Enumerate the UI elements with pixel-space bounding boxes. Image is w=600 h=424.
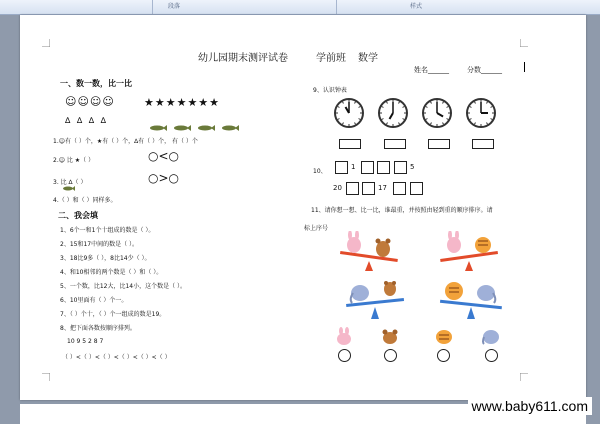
question-1: 1.☺有（ ）个，★有（ ）个，∆有（ ）个， 有（ ）个 xyxy=(53,138,198,145)
clock-icon xyxy=(377,97,409,129)
compare-less: ○<○ xyxy=(148,149,179,163)
seesaw-tiger-elephant xyxy=(438,273,506,325)
number-box[interactable] xyxy=(361,161,374,174)
number-value: 20 xyxy=(333,184,342,192)
clock-icon xyxy=(421,97,453,129)
bear-icon xyxy=(380,327,400,349)
fill-item: 2、15和17中间的数是（ ）。 xyxy=(60,241,138,248)
number-box[interactable] xyxy=(410,182,423,195)
seesaw-rabbit-bear xyxy=(338,231,402,277)
number-box[interactable] xyxy=(393,182,406,195)
fish-row-icon xyxy=(148,124,244,132)
fill-item: 1、6个一和1个十组成的数是（ ）。 xyxy=(60,227,155,234)
star-icons: ★★★★★★★ xyxy=(144,96,221,109)
rabbit-icon xyxy=(447,231,461,253)
clock-answer-box[interactable] xyxy=(339,139,361,149)
score-field[interactable]: 分数______ xyxy=(467,66,502,74)
number-box[interactable] xyxy=(335,161,348,174)
section1-heading: 一、数一数，比一比 xyxy=(60,79,132,88)
seesaw-elephant-bear xyxy=(344,279,408,325)
tiger-icon xyxy=(445,282,463,300)
tiger-icon xyxy=(475,237,491,253)
bear-icon xyxy=(376,239,391,258)
q10-label: 10、 xyxy=(313,168,327,175)
clock-answer-box[interactable] xyxy=(384,139,406,149)
clock-icon xyxy=(333,97,365,129)
name-field[interactable]: 姓名______ xyxy=(414,66,449,74)
elephant-icon xyxy=(477,285,495,303)
fill-item: 5、一个数，比12大，比14小，这个数是（ ）。 xyxy=(60,283,186,290)
answer-circle[interactable] xyxy=(384,349,397,362)
seesaw-rabbit-tiger xyxy=(438,231,502,277)
clock-answer-box[interactable] xyxy=(428,139,450,149)
text-cursor xyxy=(524,62,525,72)
number-value: 5 xyxy=(410,163,415,171)
crop-mark-icon xyxy=(42,39,50,47)
number-value: 17 xyxy=(378,184,387,192)
crop-mark-icon xyxy=(520,39,528,47)
class-name: 学前班 xyxy=(316,53,346,64)
number-list: 10 9 5 2 8 7 xyxy=(67,338,104,345)
fill-item: 3、18比9多（ ），8比14少（ ）。 xyxy=(60,255,151,262)
clock-icon xyxy=(465,97,497,129)
number-box[interactable] xyxy=(362,182,375,195)
fish-icons xyxy=(148,117,244,136)
answer-circle[interactable] xyxy=(338,349,351,362)
crop-mark-icon xyxy=(42,373,50,381)
ribbon-tab-styles[interactable]: 样式 xyxy=(410,3,423,10)
number-box[interactable] xyxy=(394,161,407,174)
question-3: 3. 比 ∆（ ） xyxy=(53,179,87,186)
section2-heading: 二、我会填 xyxy=(58,211,98,220)
number-box[interactable] xyxy=(346,182,359,195)
q11-text-2: 标上序号 xyxy=(304,225,329,232)
triangle-icons: ∆ ∆ ∆ ∆ xyxy=(65,116,109,125)
subject: 数学 xyxy=(358,53,378,64)
question-2: 2.☺ 比 ★（ ） xyxy=(53,157,95,164)
answer-circle[interactable] xyxy=(485,349,498,362)
fill-item: 8、把下面各数按顺序排列。 xyxy=(60,325,136,332)
number-box[interactable] xyxy=(377,161,390,174)
fill-item: 7、（ ）个十，（ ）个一组成的数是19。 xyxy=(60,311,166,318)
watermark: www.baby611.com xyxy=(468,397,592,415)
elephant-icon xyxy=(351,285,369,303)
smiley-icons: ☺☺☺☺ xyxy=(65,95,115,108)
ribbon-tab-paragraph[interactable]: 段落 xyxy=(168,3,181,10)
bear-icon xyxy=(384,281,396,296)
ribbon-separator xyxy=(152,0,153,14)
question-4: 4.（ ）和（ ）同样多。 xyxy=(53,197,117,204)
number-value: 1 xyxy=(351,163,356,171)
ribbon-separator xyxy=(336,0,337,14)
document-page xyxy=(20,15,586,400)
crop-mark-icon xyxy=(520,373,528,381)
elephant-icon xyxy=(480,327,502,349)
ribbon-bar xyxy=(0,0,600,15)
order-blanks: （ ）<（ ）<（ ）<（ ）<（ ）<（ ） xyxy=(62,354,171,361)
rabbit-icon xyxy=(347,231,361,253)
fill-item: 6、10里面有（ ）个一。 xyxy=(60,297,128,304)
fish-icon xyxy=(62,177,76,196)
q9-label: 9、认识钟表 xyxy=(313,87,347,94)
page-title: 幼儿园期末测评试卷 xyxy=(198,53,288,64)
compare-greater: ○>○ xyxy=(148,171,179,185)
tiger-icon xyxy=(434,327,454,349)
q11-text: 11、请你想一想、比一比，谁最重，并按照由轻到重的顺序排序。请 xyxy=(311,207,493,214)
answer-circle[interactable] xyxy=(437,349,450,362)
clock-answer-box[interactable] xyxy=(472,139,494,149)
fill-item: 4、和10相邻的两个数是（ ）和（ ）。 xyxy=(60,269,163,276)
rabbit-icon xyxy=(334,327,354,349)
